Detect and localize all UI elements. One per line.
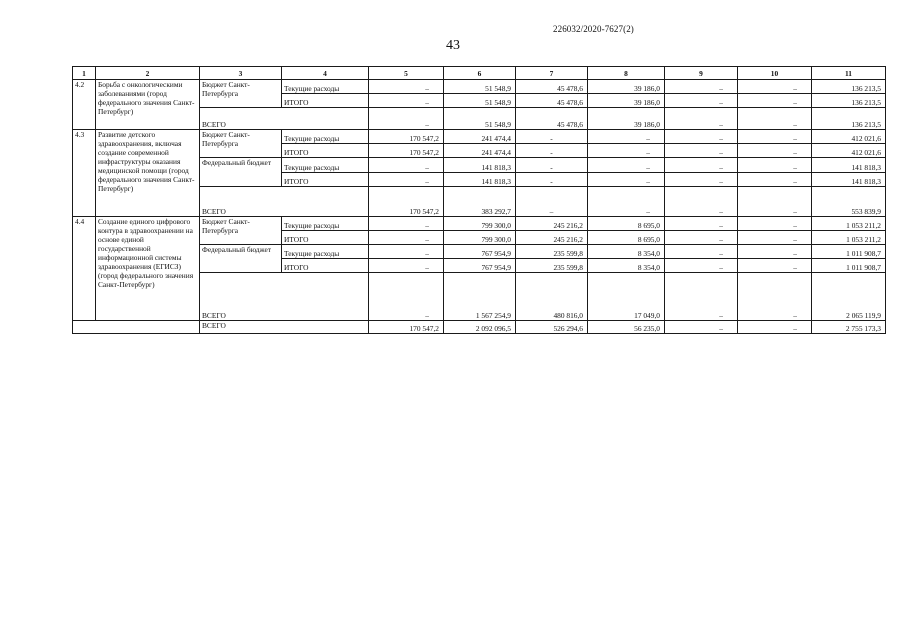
cell-c6: 767 954,9 xyxy=(444,259,516,273)
table-row xyxy=(73,217,886,231)
cell-c6: 2 092 096,5 xyxy=(444,321,516,334)
cell-c9: – xyxy=(665,259,738,273)
cell-c6: 241 474,4 xyxy=(444,144,516,158)
section-name: Развитие детского здравоохранения, включая создание современной инфраструктуры оказания медицинской помощи (город федерального значения Санкт-Петербург) xyxy=(96,130,200,217)
cell-c10: – xyxy=(738,231,812,245)
cell-c9: – xyxy=(665,173,738,187)
cell-c9: – xyxy=(665,108,738,130)
cell-c7: 526 294,6 xyxy=(516,321,588,334)
cell-c11: 2 065 119,9 xyxy=(812,273,886,321)
cell-c5: – xyxy=(369,94,444,108)
cell-c9: – xyxy=(665,231,738,245)
cell-c10: – xyxy=(738,158,812,173)
cell-c7: 45 478,6 xyxy=(516,80,588,94)
cell-c11: 141 818,3 xyxy=(812,158,886,173)
cell-c7: 235 599,8 xyxy=(516,259,588,273)
column-header: 9 xyxy=(665,67,738,80)
cell-c8: – xyxy=(588,130,665,144)
funding-source: Федеральный бюджет xyxy=(200,158,282,187)
document-reference: 226032/2020-7627(2) xyxy=(553,24,634,34)
cell-c9: – xyxy=(665,245,738,259)
column-header: 2 xyxy=(96,67,200,80)
cell-c5: 170 547,2 xyxy=(369,144,444,158)
cell-c7: - xyxy=(516,130,588,144)
cell-c6: 241 474,4 xyxy=(444,130,516,144)
expense-type: Текущие расходы xyxy=(282,130,369,144)
cell-c8: 39 186,0 xyxy=(588,108,665,130)
funding-source: Бюджет Санкт-Петербурга xyxy=(200,130,282,158)
cell-c5: 170 547,2 xyxy=(369,130,444,144)
table-row xyxy=(73,130,886,144)
cell-c6: 141 818,3 xyxy=(444,158,516,173)
cell-c9: – xyxy=(665,273,738,321)
cell-c11: 2 755 173,3 xyxy=(812,321,886,334)
expense-type: ИТОГО xyxy=(282,94,369,108)
expense-type: ИТОГО xyxy=(282,144,369,158)
cell-c5: – xyxy=(369,80,444,94)
cell-c6: 799 300,0 xyxy=(444,217,516,231)
cell-c11: 136 213,5 xyxy=(812,80,886,94)
cell-c8: 8 695,0 xyxy=(588,217,665,231)
cell-c7: – xyxy=(516,187,588,217)
section-name: Борьба с онкологическими заболеваниями (город федерального значения Санкт-Петербург) xyxy=(96,80,200,130)
cell-c11: 1 053 211,2 xyxy=(812,231,886,245)
cell-c5: 170 547,2 xyxy=(369,187,444,217)
total-label: ВСЕГО xyxy=(200,187,369,217)
cell-c9: – xyxy=(665,94,738,108)
cell-c11: 412 021,6 xyxy=(812,130,886,144)
cell-c8: 8 354,0 xyxy=(588,245,665,259)
cell-c11: 136 213,5 xyxy=(812,94,886,108)
column-header: 5 xyxy=(369,67,444,80)
cell-c6: 383 292,7 xyxy=(444,187,516,217)
grand-total-spacer xyxy=(73,321,200,334)
cell-c5: – xyxy=(369,108,444,130)
cell-c5: – xyxy=(369,273,444,321)
column-header: 10 xyxy=(738,67,812,80)
cell-c7: - xyxy=(516,173,588,187)
cell-c6: 767 954,9 xyxy=(444,245,516,259)
cell-c8: 17 049,0 xyxy=(588,273,665,321)
cell-c10: – xyxy=(738,80,812,94)
cell-c6: 51 548,9 xyxy=(444,94,516,108)
grand-total-label: ВСЕГО xyxy=(200,321,369,334)
cell-c5: – xyxy=(369,245,444,259)
cell-c7: 480 816,0 xyxy=(516,273,588,321)
cell-c8: 8 354,0 xyxy=(588,259,665,273)
cell-c8: – xyxy=(588,187,665,217)
expense-type: ИТОГО xyxy=(282,173,369,187)
budget-table xyxy=(72,66,886,334)
cell-c10: – xyxy=(738,187,812,217)
cell-c11: 141 818,3 xyxy=(812,173,886,187)
cell-c7: 245 216,2 xyxy=(516,217,588,231)
cell-c10: – xyxy=(738,144,812,158)
cell-c9: – xyxy=(665,187,738,217)
cell-c10: – xyxy=(738,173,812,187)
expense-type: Текущие расходы xyxy=(282,217,369,231)
section-number: 4.2 xyxy=(73,80,96,130)
cell-c7: - xyxy=(516,144,588,158)
cell-c7: 235 599,8 xyxy=(516,245,588,259)
cell-c8: – xyxy=(588,158,665,173)
cell-c10: – xyxy=(738,94,812,108)
cell-c10: – xyxy=(738,108,812,130)
cell-c11: 1 011 908,7 xyxy=(812,259,886,273)
expense-type: Текущие расходы xyxy=(282,158,369,173)
section-name: Создание единого цифрового контура в здравоохранении на основе единой государственной информационной системы здравоохранения (ЕГИСЗ) (город федерального значения Санкт-Петербург) xyxy=(96,217,200,321)
cell-c6: 799 300,0 xyxy=(444,231,516,245)
expense-type: Текущие расходы xyxy=(282,245,369,259)
cell-c9: – xyxy=(665,158,738,173)
funding-source: Бюджет Санкт-Петербурга xyxy=(200,217,282,245)
cell-c9: – xyxy=(665,130,738,144)
funding-source: Бюджет Санкт-Петербурга xyxy=(200,80,282,108)
cell-c10: – xyxy=(738,321,812,334)
cell-c11: 1 011 908,7 xyxy=(812,245,886,259)
cell-c5: – xyxy=(369,158,444,173)
cell-c7: 45 478,6 xyxy=(516,94,588,108)
funding-source: Федеральный бюджет xyxy=(200,245,282,273)
expense-type: ИТОГО xyxy=(282,231,369,245)
cell-c11: 412 021,6 xyxy=(812,144,886,158)
cell-c10: – xyxy=(738,217,812,231)
column-header-row xyxy=(73,67,886,80)
column-header: 6 xyxy=(444,67,516,80)
cell-c7: 245 216,2 xyxy=(516,231,588,245)
cell-c10: – xyxy=(738,259,812,273)
cell-c7: 45 478,6 xyxy=(516,108,588,130)
cell-c5: – xyxy=(369,231,444,245)
cell-c8: 39 186,0 xyxy=(588,94,665,108)
cell-c10: – xyxy=(738,245,812,259)
cell-c9: – xyxy=(665,144,738,158)
cell-c8: 56 235,0 xyxy=(588,321,665,334)
expense-type: Текущие расходы xyxy=(282,80,369,94)
cell-c8: – xyxy=(588,144,665,158)
cell-c8: – xyxy=(588,173,665,187)
column-header: 3 xyxy=(200,67,282,80)
cell-c7: - xyxy=(516,158,588,173)
cell-c6: 51 548,9 xyxy=(444,108,516,130)
cell-c5: 170 547,2 xyxy=(369,321,444,334)
page-number: 43 xyxy=(446,38,460,53)
cell-c11: 1 053 211,2 xyxy=(812,217,886,231)
section-number: 4.3 xyxy=(73,130,96,217)
cell-c5: – xyxy=(369,259,444,273)
column-header: 8 xyxy=(588,67,665,80)
section-number: 4.4 xyxy=(73,217,96,321)
cell-c9: – xyxy=(665,217,738,231)
cell-c6: 141 818,3 xyxy=(444,173,516,187)
column-header: 4 xyxy=(282,67,369,80)
table-row xyxy=(73,80,886,94)
column-header: 1 xyxy=(73,67,96,80)
cell-c5: – xyxy=(369,217,444,231)
cell-c11: 553 839,9 xyxy=(812,187,886,217)
cell-c5: – xyxy=(369,173,444,187)
cell-c10: – xyxy=(738,130,812,144)
cell-c9: – xyxy=(665,321,738,334)
cell-c8: 39 186,0 xyxy=(588,80,665,94)
cell-c10: – xyxy=(738,273,812,321)
cell-c9: – xyxy=(665,80,738,94)
column-header: 7 xyxy=(516,67,588,80)
expense-type: ИТОГО xyxy=(282,259,369,273)
total-label: ВСЕГО xyxy=(200,273,369,321)
grand-total-row xyxy=(73,321,886,334)
cell-c11: 136 213,5 xyxy=(812,108,886,130)
cell-c6: 1 567 254,9 xyxy=(444,273,516,321)
cell-c8: 8 695,0 xyxy=(588,231,665,245)
column-header: 11 xyxy=(812,67,886,80)
cell-c6: 51 548,9 xyxy=(444,80,516,94)
total-label: ВСЕГО xyxy=(200,108,369,130)
